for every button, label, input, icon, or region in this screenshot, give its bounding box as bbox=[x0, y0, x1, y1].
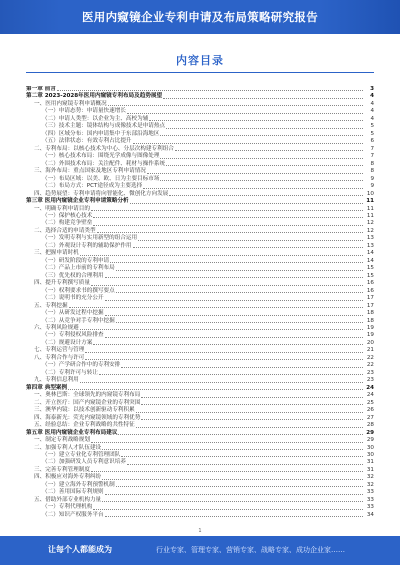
toc-leader-dots bbox=[91, 210, 363, 211]
report-title: 医用内窥镜企业专利申请及布局策略研究报告 bbox=[82, 10, 318, 24]
toc-entry-text: 一、奥林巴斯：全球领先的内窥镜专利布局 bbox=[34, 392, 141, 399]
toc-entry-text: 二、选择合适的申请类型 bbox=[34, 227, 96, 234]
toc-leader-dots bbox=[91, 285, 363, 286]
toc-page-number: 9 bbox=[370, 183, 374, 190]
toc-entry-text: 二、专利布局：以核心技术为中心、分层次构建专利组合 bbox=[34, 145, 174, 152]
toc-leader-dots bbox=[138, 240, 363, 241]
toc-page-number: 4 bbox=[370, 108, 374, 115]
toc-entry-text: （二）外围技术布局：关注配件、耗材与操作系统 bbox=[42, 160, 166, 167]
toc-page-number: 34 bbox=[366, 511, 374, 518]
toc-page-number: 14 bbox=[366, 257, 374, 264]
toc-leader-dots bbox=[105, 494, 363, 495]
toc-entry-text: （二）从竞争对手专利中挖掘 bbox=[42, 317, 115, 324]
toc-page-number: 8 bbox=[370, 160, 374, 167]
toc-page-number: 14 bbox=[366, 250, 374, 257]
toc-entry-row[interactable] bbox=[26, 504, 374, 511]
toc-page-number: 4 bbox=[370, 100, 374, 107]
header-banner bbox=[0, 0, 400, 34]
toc-entry-text: 二、开立医疗：国产内窥镜企业的专利突围 bbox=[34, 399, 141, 406]
toc-page-number: 17 bbox=[366, 302, 374, 309]
toc-page-number: 24 bbox=[366, 384, 374, 391]
toc-leader-dots bbox=[136, 427, 363, 428]
toc-leader-dots bbox=[91, 471, 363, 472]
toc-entry-text: （一）保护核心技术 bbox=[42, 212, 93, 219]
toc-page-number: 31 bbox=[366, 466, 374, 473]
toc-leader-dots bbox=[80, 255, 363, 256]
toc-entry-text: （二）产品上市前的专利布局 bbox=[42, 265, 115, 272]
toc-page-number: 10 bbox=[366, 190, 374, 197]
toc-leader-dots bbox=[133, 247, 363, 248]
toc-leader-dots bbox=[143, 188, 363, 189]
toc-leader-dots bbox=[118, 434, 363, 435]
footer-tags: 行业专家、管理专家、营销专家、战略专家、成功企业家…… bbox=[156, 546, 345, 554]
toc-page-number: 29 bbox=[366, 429, 374, 436]
toc-entry-text: 四、海泰新光：荧光内窥镜领域的专利优势 bbox=[34, 414, 141, 421]
toc-leader-dots bbox=[141, 404, 363, 405]
toc-page-number: 18 bbox=[366, 310, 374, 317]
toc-leader-dots bbox=[102, 501, 363, 502]
toc-page-number: 6 bbox=[370, 138, 374, 145]
toc-leader-dots bbox=[105, 315, 363, 316]
toc-chapter-row[interactable] bbox=[26, 93, 374, 100]
toc-page-number: 3 bbox=[370, 86, 374, 92]
toc-leader-dots bbox=[116, 322, 363, 323]
toc-leader-dots bbox=[68, 389, 363, 390]
toc-entry-row[interactable] bbox=[26, 123, 374, 130]
toc-entry-text: （三）技术主题：镜体结构与成像技术是申请热点 bbox=[42, 123, 166, 130]
toc-page-number: 11 bbox=[366, 198, 374, 205]
toc-entry-row[interactable] bbox=[26, 303, 374, 310]
toc-page-number: 11 bbox=[366, 205, 374, 212]
toc-page-number: 5 bbox=[370, 123, 374, 130]
toc-entry-text: （二）构建竞争壁垒 bbox=[42, 220, 93, 227]
toc-page-number: 23 bbox=[366, 369, 374, 376]
toc-entry-row[interactable] bbox=[26, 318, 374, 325]
toc-leader-dots bbox=[175, 150, 363, 151]
toc-page-number: 15 bbox=[366, 272, 374, 279]
footer-slogan: 让每个人都能成为 bbox=[48, 545, 112, 554]
toc-leader-dots bbox=[93, 217, 363, 218]
footer-banner bbox=[0, 536, 400, 565]
toc-entry-text: （四）区域分布：国内申请集中于东部沿海地区 bbox=[42, 130, 160, 137]
toc-entry-row[interactable] bbox=[26, 437, 374, 444]
toc-leader-dots bbox=[102, 449, 363, 450]
toc-entry-text: （一）发明专利与实用新型的组合运用 bbox=[42, 235, 138, 242]
toc-leader-dots bbox=[127, 464, 363, 465]
toc-entry-row[interactable] bbox=[26, 332, 374, 339]
toc-entry-text: （一）申请态势：申请量快速增长 bbox=[42, 108, 126, 115]
toc-leader-dots bbox=[102, 479, 363, 480]
toc-entry-text: （一）建立海外专利预警机制 bbox=[42, 481, 115, 488]
toc-leader-dots bbox=[85, 359, 363, 360]
toc-entry-row[interactable] bbox=[26, 138, 374, 145]
toc-page-number: 8 bbox=[370, 168, 374, 175]
toc-entry-row[interactable] bbox=[26, 280, 374, 287]
toc-page-number: 32 bbox=[366, 481, 374, 488]
toc-entry-text: 第五章 医用内窥镜企业专利布局建议 bbox=[26, 429, 118, 436]
toc-page-number: 13 bbox=[366, 235, 374, 242]
toc-entry-text: 二、加强专利人才队伍建设 bbox=[34, 444, 102, 451]
toc-entry-row[interactable] bbox=[26, 176, 374, 183]
toc-entry-text: （二）加强研发人员专利意识培养 bbox=[42, 459, 126, 466]
toc-entry-text: （二）规避设计方案 bbox=[42, 339, 93, 346]
toc-leader-dots bbox=[160, 135, 363, 136]
toc-entry-text: 六、专利风险规避 bbox=[34, 325, 79, 331]
toc-page-number: 22 bbox=[366, 362, 374, 369]
toc-page-number: 12 bbox=[366, 220, 374, 227]
toc-entry-text: （一）核心技术布局：围绕光学成像与图像处理 bbox=[42, 153, 160, 160]
toc-entry-row[interactable] bbox=[26, 191, 374, 198]
toc-entry-row[interactable] bbox=[26, 250, 374, 257]
toc-page-number: 19 bbox=[366, 332, 374, 339]
toc-leader-dots bbox=[160, 158, 363, 159]
toc-leader-dots bbox=[116, 486, 363, 487]
toc-chapter-row[interactable] bbox=[26, 430, 374, 437]
toc-leader-dots bbox=[169, 195, 363, 196]
toc-entry-text: （二）善用国际专利规则 bbox=[42, 489, 104, 496]
toc-page-number: 13 bbox=[366, 242, 374, 249]
toc-leader-dots bbox=[97, 232, 363, 233]
toc-entry-text: 三、把握申请时机 bbox=[34, 250, 79, 257]
toc-entry-text: 四、趋势展望：专利申请将向智能化、微创化方向发展 bbox=[34, 190, 169, 197]
toc-page-number: 32 bbox=[366, 474, 374, 481]
toc-entry-text: （一）研发阶段的专利申请 bbox=[42, 257, 110, 264]
toc-leader-dots bbox=[127, 113, 363, 114]
toc-page-number: 16 bbox=[366, 287, 374, 294]
toc-entry-row[interactable] bbox=[26, 183, 374, 190]
table-of-contents bbox=[26, 86, 374, 526]
toc-entry-text: （一）从研发过程中挖掘 bbox=[42, 310, 104, 317]
toc-entry-row[interactable] bbox=[26, 459, 374, 466]
toc-page-number: 9 bbox=[370, 175, 374, 182]
toc-entry-text: （一）专利侵权风险排查 bbox=[42, 332, 104, 339]
toc-entry-row[interactable] bbox=[26, 295, 374, 302]
toc-page-number: 22 bbox=[366, 354, 374, 361]
toc-leader-dots bbox=[121, 367, 363, 368]
toc-leader-dots bbox=[93, 225, 363, 226]
toc-page-number: 31 bbox=[366, 459, 374, 466]
toc-leader-dots bbox=[133, 143, 363, 144]
toc-heading: 内容目录 bbox=[176, 54, 224, 67]
toc-entry-text: （一）建立专业化专利管理团队 bbox=[42, 451, 121, 458]
toc-leader-dots bbox=[166, 165, 363, 166]
toc-entry-text: 一、医用内窥镜专利申请概况 bbox=[34, 100, 107, 107]
toc-entry-text: （一）产学研合作中的专利安排 bbox=[42, 362, 121, 369]
toc-page-number: 27 bbox=[366, 414, 374, 421]
toc-entry-text: （二）专利许可与转让 bbox=[42, 369, 98, 376]
toc-page-number: 28 bbox=[366, 422, 374, 429]
toc-leader-dots bbox=[166, 128, 363, 129]
toc-entry-text: （二）申请人类型：以企业为主、高校为辅 bbox=[42, 115, 149, 122]
toc-leader-dots bbox=[108, 105, 363, 106]
toc-divider bbox=[26, 72, 374, 73]
toc-page-number: 33 bbox=[366, 496, 374, 503]
toc-entry-text: 九、专利信息利用 bbox=[34, 377, 79, 384]
toc-page-number: 19 bbox=[366, 325, 374, 331]
toc-page-number: 29 bbox=[366, 437, 374, 444]
toc-page-number: 11 bbox=[366, 212, 374, 219]
toc-entry-text: 五、专利挖掘 bbox=[34, 302, 68, 309]
toc-leader-dots bbox=[91, 442, 363, 443]
toc-entry-row[interactable] bbox=[26, 445, 374, 452]
toc-leader-dots bbox=[136, 412, 363, 413]
toc-entry-row[interactable] bbox=[26, 288, 374, 295]
toc-leader-dots bbox=[105, 277, 363, 278]
toc-entry-text: （一）专利代理机构 bbox=[42, 504, 93, 511]
toc-entry-text: 四、提升专利撰写质量 bbox=[34, 280, 90, 287]
toc-leader-dots bbox=[160, 180, 363, 181]
toc-entry-row[interactable] bbox=[26, 415, 374, 422]
toc-leader-dots bbox=[93, 344, 363, 345]
toc-page-number: 7 bbox=[370, 145, 374, 152]
toc-entry-text: （一）布局区域：以美、欧、日为主要目标市场 bbox=[42, 175, 160, 182]
toc-entry-row[interactable] bbox=[26, 235, 374, 242]
toc-page-number: 23 bbox=[366, 377, 374, 384]
toc-page-number: 33 bbox=[366, 489, 374, 496]
toc-page-number: 30 bbox=[366, 451, 374, 458]
toc-entry-text: 第四章 典型案例 bbox=[26, 384, 68, 391]
toc-entry-text: （二）知识产权服务平台 bbox=[42, 511, 104, 518]
toc-leader-dots bbox=[69, 307, 363, 308]
toc-page-number: 5 bbox=[370, 130, 374, 137]
toc-entry-text: 三、完善专利管理制度 bbox=[34, 466, 90, 473]
toc-entry-text: 八、专利合作与许可 bbox=[34, 354, 85, 361]
toc-leader-dots bbox=[110, 262, 363, 263]
toc-leader-dots bbox=[80, 382, 363, 383]
toc-page-number: 18 bbox=[366, 317, 374, 324]
toc-page-number: 7 bbox=[370, 153, 374, 160]
page-number: 1 bbox=[198, 528, 202, 534]
toc-leader-dots bbox=[121, 456, 363, 457]
toc-page-number: 20 bbox=[366, 339, 374, 346]
toc-entry-text: 第一章 前言 bbox=[26, 86, 56, 92]
toc-entry-text: （一）权利要求书的撰写要点 bbox=[42, 287, 115, 294]
toc-page-number: 33 bbox=[366, 504, 374, 511]
toc-entry-row[interactable] bbox=[26, 512, 374, 519]
toc-leader-dots bbox=[57, 90, 363, 91]
toc-entry-text: （二）布局方式：PCT途径成为主要选择 bbox=[42, 183, 143, 190]
toc-page-number: 16 bbox=[366, 280, 374, 287]
toc-entry-row[interactable] bbox=[26, 392, 374, 399]
toc-page-number: 4 bbox=[370, 115, 374, 122]
toc-entry-row[interactable] bbox=[26, 474, 374, 481]
toc-entry-text: （二）外观设计专利的辅助保护作用 bbox=[42, 242, 132, 249]
toc-entry-row[interactable] bbox=[26, 108, 374, 115]
toc-entry-text: 第二章 2023-2028年医用内窥镜专利布局及趋势展望 bbox=[26, 93, 163, 100]
toc-leader-dots bbox=[149, 120, 363, 121]
toc-entry-row[interactable] bbox=[26, 422, 374, 429]
toc-entry-text: 第三章 医用内窥镜企业专利申请策略分析 bbox=[26, 198, 129, 205]
toc-entry-text: 一、制定专利战略规划 bbox=[34, 437, 90, 444]
toc-leader-dots bbox=[93, 509, 363, 510]
toc-entry-row[interactable] bbox=[26, 153, 374, 160]
toc-entry-row[interactable] bbox=[26, 206, 374, 213]
toc-leader-dots bbox=[105, 300, 363, 301]
toc-entry-text: 一、明确专利申请目的 bbox=[34, 205, 90, 212]
toc-entry-text: 五、借助外部专业机构力量 bbox=[34, 496, 102, 503]
toc-entry-row[interactable] bbox=[26, 489, 374, 496]
toc-page-number: 15 bbox=[366, 265, 374, 272]
toc-page-number: 17 bbox=[366, 295, 374, 302]
toc-entry-row[interactable] bbox=[26, 347, 374, 354]
toc-entry-row[interactable] bbox=[26, 310, 374, 317]
toc-leader-dots bbox=[147, 173, 363, 174]
toc-leader-dots bbox=[141, 419, 363, 420]
toc-page-number: 12 bbox=[366, 227, 374, 234]
toc-leader-dots bbox=[116, 292, 363, 293]
toc-entry-text: 三、澳华内镜：以技术创新驱动专利积累 bbox=[34, 407, 135, 414]
toc-leader-dots bbox=[99, 374, 363, 375]
toc-leader-dots bbox=[141, 397, 363, 398]
toc-entry-row[interactable] bbox=[26, 362, 374, 369]
toc-entry-text: 三、海外布局：重点国家及地区专利申请情况 bbox=[34, 168, 146, 175]
toc-entry-row[interactable] bbox=[26, 220, 374, 227]
toc-entry-text: （二）说明书的充分公开 bbox=[42, 295, 104, 302]
toc-entry-row[interactable] bbox=[26, 407, 374, 414]
toc-entry-text: 五、经验总结：企业专利战略的共性特征 bbox=[34, 422, 135, 429]
toc-entry-text: （五）法律状态：有效专利占比提升 bbox=[42, 138, 132, 145]
toc-page-number: 24 bbox=[366, 392, 374, 399]
toc-leader-dots bbox=[163, 98, 363, 99]
toc-leader-dots bbox=[116, 270, 363, 271]
toc-entry-text: 四、积极应对海外专利纠纷 bbox=[34, 474, 102, 481]
toc-leader-dots bbox=[105, 337, 363, 338]
toc-page-number: 30 bbox=[366, 444, 374, 451]
toc-entry-text: 七、专利运营与管理 bbox=[34, 347, 85, 354]
toc-page-number: 26 bbox=[366, 407, 374, 414]
toc-leader-dots bbox=[85, 352, 363, 353]
toc-leader-dots bbox=[130, 203, 363, 204]
toc-page-number: 25 bbox=[366, 399, 374, 406]
toc-page-number: 21 bbox=[366, 347, 374, 354]
toc-entry-text: （三）优先权的合理利用 bbox=[42, 272, 104, 279]
toc-leader-dots bbox=[80, 329, 363, 330]
toc-entry-row[interactable] bbox=[26, 168, 374, 175]
toc-chapter-row[interactable] bbox=[26, 198, 374, 205]
toc-entry-row[interactable] bbox=[26, 265, 374, 272]
toc-entry-row[interactable] bbox=[26, 377, 374, 384]
toc-leader-dots bbox=[105, 516, 363, 517]
toc-page-number: 4 bbox=[370, 93, 374, 100]
